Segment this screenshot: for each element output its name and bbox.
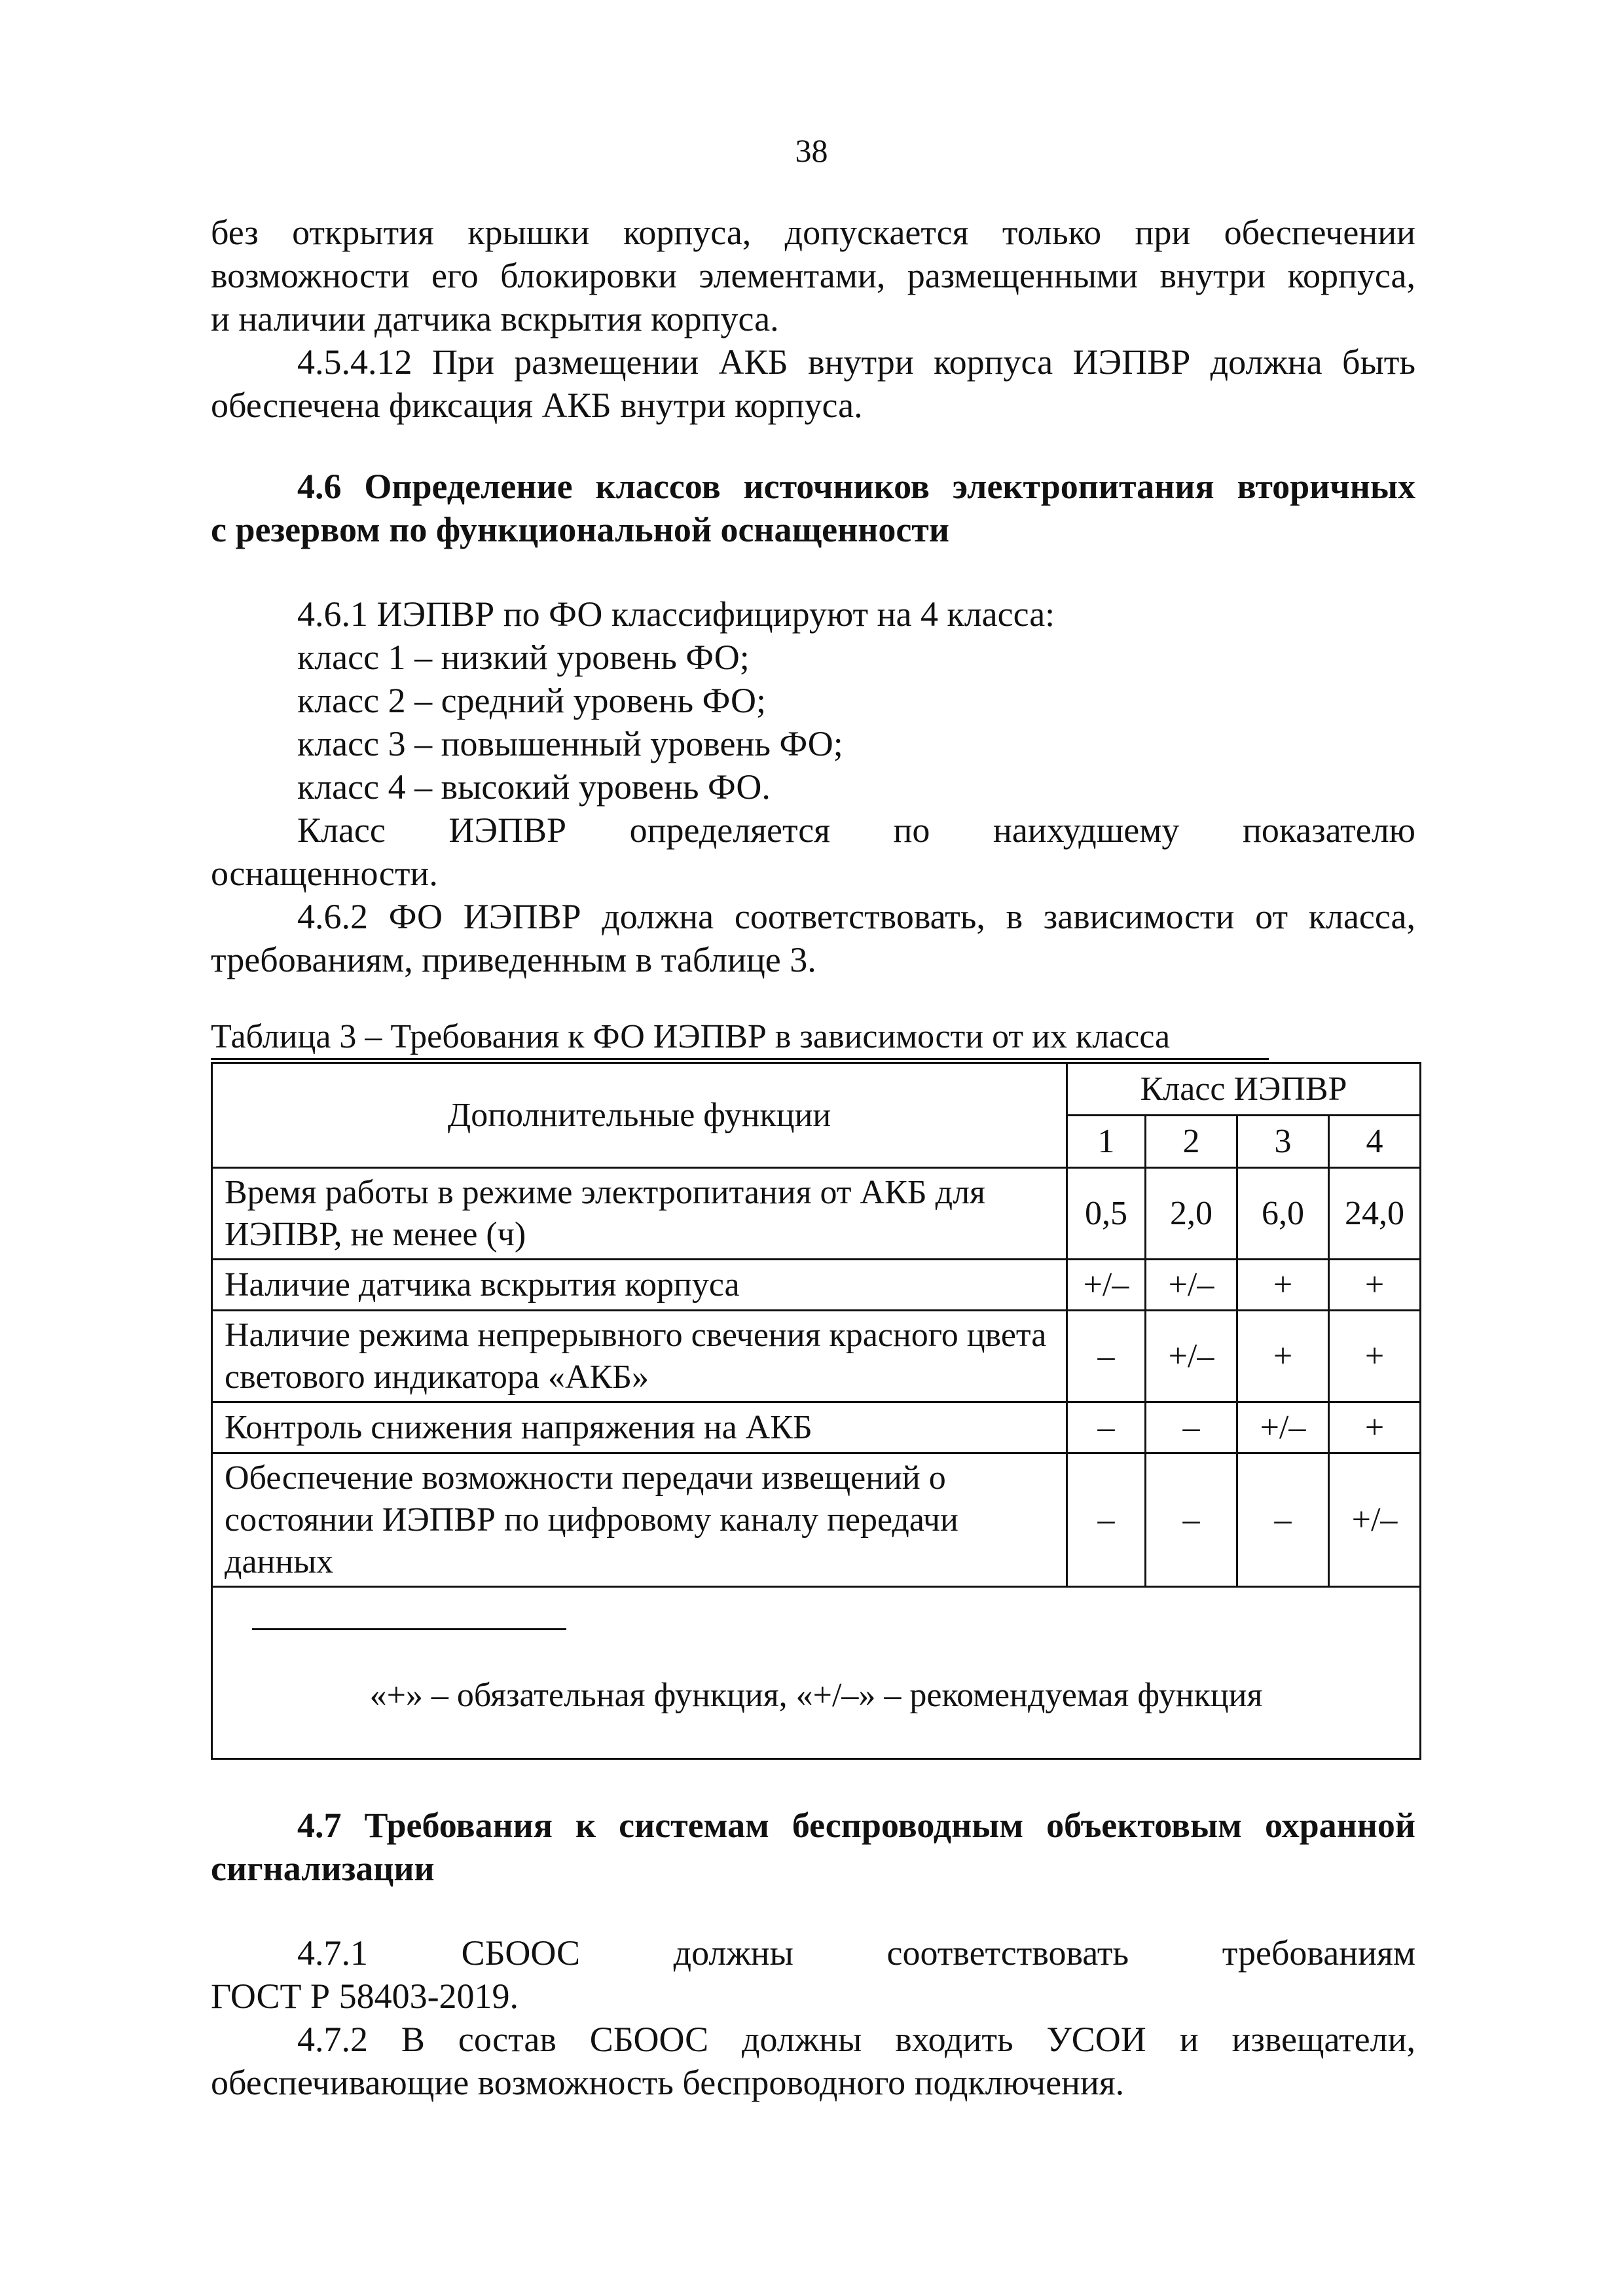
class-number: 3	[1237, 1116, 1329, 1168]
function-cell: Контроль снижения напряжения на АКБ	[212, 1402, 1067, 1453]
header-class: Класс ИЭПВР	[1067, 1063, 1421, 1116]
value-cell: +/–	[1146, 1260, 1237, 1311]
section-4-6-heading	[211, 465, 1415, 551]
table-row	[212, 1260, 1421, 1311]
section-4-7-heading-line-1: 4.7 Требования к системам беспроводным объектовым охранной	[297, 1806, 1415, 1845]
table-row	[212, 1168, 1421, 1260]
table-3-caption: Таблица 3 – Требования к ФО ИЭПВР в зависимости от их класса	[211, 1018, 1171, 1055]
class-4-item: класс 4 – высокий уровень ФО.	[297, 767, 771, 807]
value-cell: +/–	[1146, 1311, 1237, 1402]
class-number: 1	[1067, 1116, 1146, 1168]
value-cell: +	[1237, 1311, 1329, 1402]
clause-4-5-4-12-line-1: 4.5.4.12 При размещении АКБ внутри корпуса ИЭПВР должна быть	[297, 342, 1415, 382]
value-cell: 2,0	[1146, 1168, 1237, 1260]
value-cell: +/–	[1067, 1260, 1146, 1311]
table-note-row	[212, 1587, 1421, 1759]
clause-4-7-2-line-2: обеспечивающие возможность беспроводного подключения.	[211, 2063, 1125, 2102]
class-1-item: класс 1 – низкий уровень ФО;	[297, 638, 750, 677]
class-2-item: класс 2 – средний уровень ФО;	[297, 681, 766, 720]
table-row	[212, 1453, 1421, 1587]
function-cell: Обеспечение возможности передачи извещений о состоянии ИЭПВР по цифровому каналу передачи данных	[212, 1453, 1067, 1587]
class-number: 4	[1329, 1116, 1421, 1168]
clause-4-7-2-line-1: 4.7.2 В состав СБООС должны входить УСОИ и извещатели,	[297, 2020, 1415, 2059]
table-note: «+» – обязательная функция, «+/–» – рекомендуемая функция	[369, 1677, 1263, 1714]
clause-4-7-1-line-1: 4.7.1 СБООС должны соответствовать требованиям	[297, 1933, 1415, 1973]
header-functions: Дополнительные функции	[212, 1063, 1067, 1168]
section-4-7-heading	[211, 1804, 1415, 1890]
intro-line-1: без открытия крышки корпуса, допускается только при обеспечении	[211, 213, 1415, 252]
value-cell: –	[1237, 1453, 1329, 1587]
table-note-cell	[212, 1587, 1421, 1759]
footnote-rule	[252, 1628, 566, 1630]
section-4-6-heading-line-1: 4.6 Определение классов источников электропитания вторичных	[297, 467, 1415, 506]
table-3	[211, 1062, 1421, 1760]
value-cell: 0,5	[1067, 1168, 1146, 1260]
class-number: 2	[1146, 1116, 1237, 1168]
value-cell: +	[1329, 1311, 1421, 1402]
value-cell: +	[1237, 1260, 1329, 1311]
class-3-item: класс 3 – повышенный уровень ФО;	[297, 724, 843, 763]
value-cell: 6,0	[1237, 1168, 1329, 1260]
function-cell: Наличие датчика вскрытия корпуса	[212, 1260, 1067, 1311]
value-cell: +/–	[1329, 1453, 1421, 1587]
value-cell: –	[1067, 1402, 1146, 1453]
table-row	[212, 1402, 1421, 1453]
caption-underline	[211, 1058, 1269, 1060]
clause-4-7-1-line-2: ГОСТ Р 58403-2019.	[211, 1977, 519, 2016]
section-4-6-heading-line-2: с резервом по функциональной оснащенности	[211, 510, 949, 549]
intro-line-3: и наличии датчика вскрытия корпуса.	[211, 299, 779, 338]
worst-indicator-line-1: Класс ИЭПВР определяется по наихудшему показателю	[297, 811, 1415, 850]
clause-4-6-1	[211, 592, 1415, 981]
worst-indicator-line-2: оснащенности.	[211, 854, 438, 893]
intro-line-2: возможности его блокировки элементами, размещенными внутри корпуса,	[211, 256, 1415, 295]
table-header-row	[212, 1063, 1421, 1116]
value-cell: 24,0	[1329, 1168, 1421, 1260]
value-cell: +	[1329, 1260, 1421, 1311]
value-cell: –	[1067, 1311, 1146, 1402]
clause-4-6-1-intro: 4.6.1 ИЭПВР по ФО классифицируют на 4 класса:	[297, 594, 1055, 634]
clause-4-5-4-12-line-2: обеспечена фиксация АКБ внутри корпуса.	[211, 386, 863, 425]
intro-paragraph	[211, 211, 1415, 427]
page-number: 38	[795, 132, 828, 169]
function-cell: Наличие режима непрерывного свечения красного цвета светового индикатора «АКБ»	[212, 1311, 1067, 1402]
table-row	[212, 1311, 1421, 1402]
value-cell: +/–	[1237, 1402, 1329, 1453]
section-4-7-clauses	[211, 1931, 1415, 2104]
section-4-7-heading-line-2: сигнализации	[211, 1849, 435, 1888]
value-cell: –	[1146, 1453, 1237, 1587]
value-cell: –	[1067, 1453, 1146, 1587]
clause-4-6-2-line-2: требованиям, приведенным в таблице 3.	[211, 940, 816, 979]
clause-4-6-2-line-1: 4.6.2 ФО ИЭПВР должна соответствовать, в зависимости от класса,	[297, 897, 1415, 936]
function-cell: Время работы в режиме электропитания от АКБ для ИЭПВР, не менее (ч)	[212, 1168, 1067, 1260]
value-cell: +	[1329, 1402, 1421, 1453]
value-cell: –	[1146, 1402, 1237, 1453]
